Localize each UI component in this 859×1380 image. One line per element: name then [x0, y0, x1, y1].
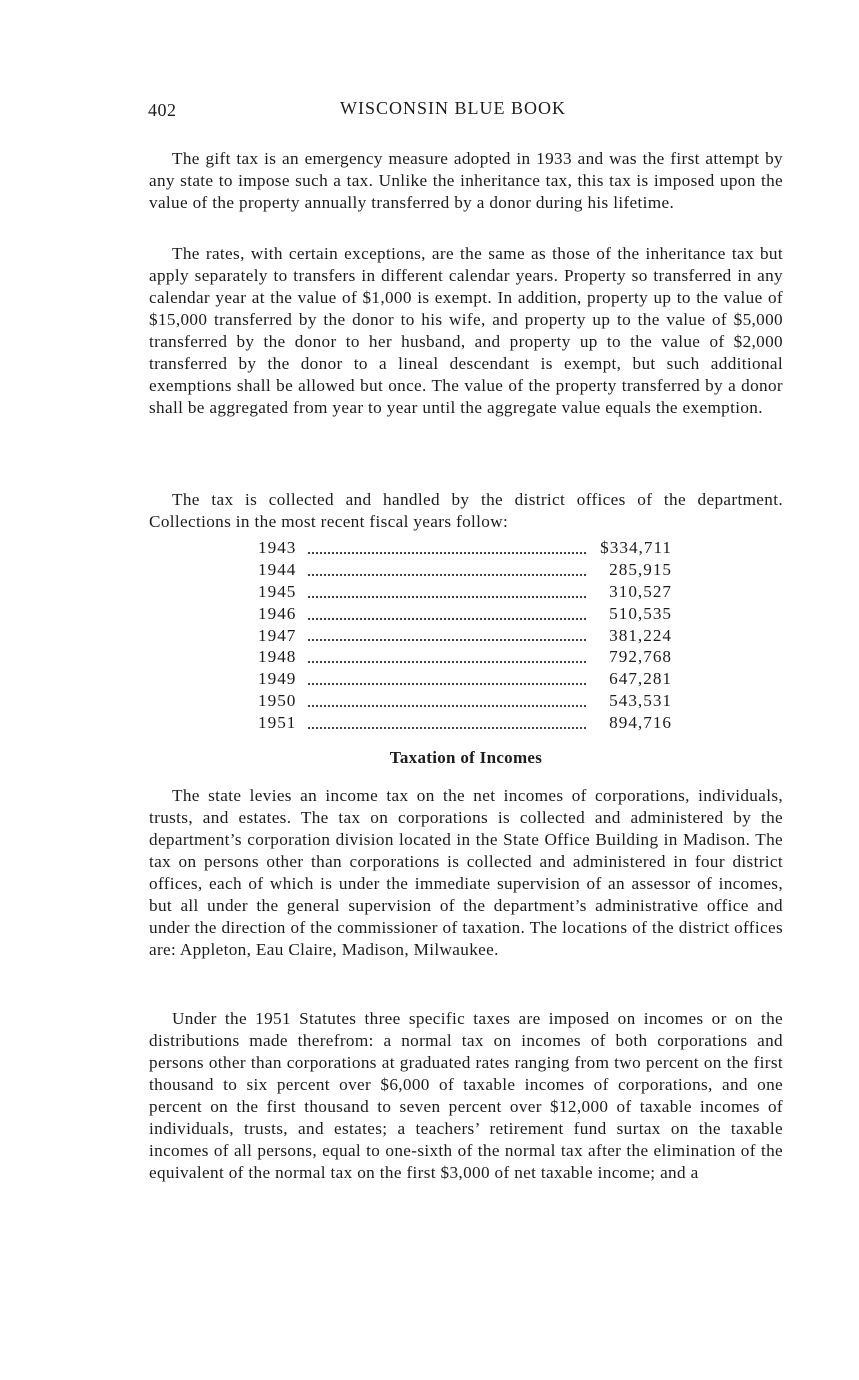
collections-amount: 381,224: [609, 625, 672, 645]
running-header: [148, 98, 782, 124]
collections-year: 1944: [258, 559, 297, 579]
collections-row: [258, 537, 672, 559]
gift-tax-intro-paragraph: The gift tax is an emergency measure adopted in 1933 and was the first attempt by any state to impose such a tax. Unlike the inheritance tax, this tax is imposed upon the value of the property annually transferred by a donor during his lifetime.: [149, 149, 783, 212]
dot-leader: [308, 727, 586, 729]
collections-amount: 543,531: [609, 691, 672, 711]
collections-year: 1951: [258, 713, 297, 733]
collections-year: 1950: [258, 691, 297, 711]
collections-year: 1945: [258, 581, 297, 601]
income-tax-intro-paragraph: The state levies an income tax on the net incomes of corporations, individuals, trusts, and estates. The tax on corporations is collected and administered by the department’s corporation division located in the State Office Building in Madison. The tax on persons other than corporations is collected and administered in four district offices, each of which is under the immediate supervision of an assessor of incomes, but all under the general supervision of the department’s administrative office and under the direction of the commissioner of taxation. The locations of the district offices are: Appleton, Eau Claire, Madison, Milwaukee.: [149, 786, 783, 959]
dot-leader: [308, 552, 586, 554]
collections-amount: 894,716: [609, 713, 672, 733]
dot-leader: [308, 705, 586, 707]
collections-amount: $334,711: [600, 538, 672, 557]
collections-year: 1943: [258, 538, 297, 557]
income-tax-statutes-paragraph: Under the 1951 Statutes three specific taxes are imposed on incomes or on the distributions made therefrom: a normal tax on incomes of both corporations and persons other than corporations at graduated rates ranging from two percent on the first thousand to six percent over $6,000 of taxable incomes of corporations, and one percent on the first thousand to seven percent over $12,000 of taxable incomes of individuals, trusts, and estates; a teachers’ retirement fund surtax on the taxable incomes of all persons, equal to one-sixth of the normal tax after the elimination of the equivalent of the normal tax on the first $3,000 of net taxable income; and a: [149, 1009, 783, 1182]
gift-tax-rates-paragraph: The rates, with certain exceptions, are the same as those of the inheritance tax but apply separately to transfers in different calendar years. Property so transferred in any calendar year at the value of $1,000 is exempt. In addition, property up to the value of $15,000 transferred by the donor to his wife, and property up to the value of $5,000 transferred by the donor to her husband, and property up to the value of $2,000 transferred by the donor to a lineal descendant is exempt, but such additional exemptions shall be allowed but once. The value of the property transferred by a donor shall be aggregated from year to year until the aggregate value equals the exemption.: [149, 244, 783, 417]
gift-tax-collection-paragraph: The tax is collected and handled by the district offices of the department. Collections in the most recent fiscal years follow:: [149, 490, 783, 531]
collections-amount: 510,535: [609, 603, 672, 623]
collections-amount: 792,768: [609, 647, 672, 667]
collections-table: [258, 537, 672, 734]
collections-row: [258, 690, 672, 712]
dot-leader: [308, 661, 586, 663]
collections-amount: 310,527: [609, 581, 672, 601]
collections-row: [258, 559, 672, 581]
collections-row: [258, 668, 672, 690]
collections-row: [258, 646, 672, 668]
dot-leader: [308, 618, 586, 620]
page-number: 402: [148, 100, 177, 120]
collections-row: [258, 625, 672, 647]
collections-row: [258, 581, 672, 603]
section-heading: Taxation of Incomes: [389, 748, 543, 767]
collections-amount: 285,915: [609, 559, 672, 579]
dot-leader: [308, 639, 586, 641]
collections-row: [258, 603, 672, 625]
dot-leader: [308, 574, 586, 576]
dot-leader: [308, 596, 586, 598]
collections-year: 1949: [258, 669, 297, 689]
collections-year: 1948: [258, 647, 297, 667]
dot-leader: [308, 683, 586, 685]
collections-row: [258, 712, 672, 734]
running-title: WISCONSIN BLUE BOOK: [340, 98, 566, 118]
collections-amount: 647,281: [609, 669, 672, 689]
collections-year: 1946: [258, 603, 297, 623]
collections-year: 1947: [258, 625, 297, 645]
